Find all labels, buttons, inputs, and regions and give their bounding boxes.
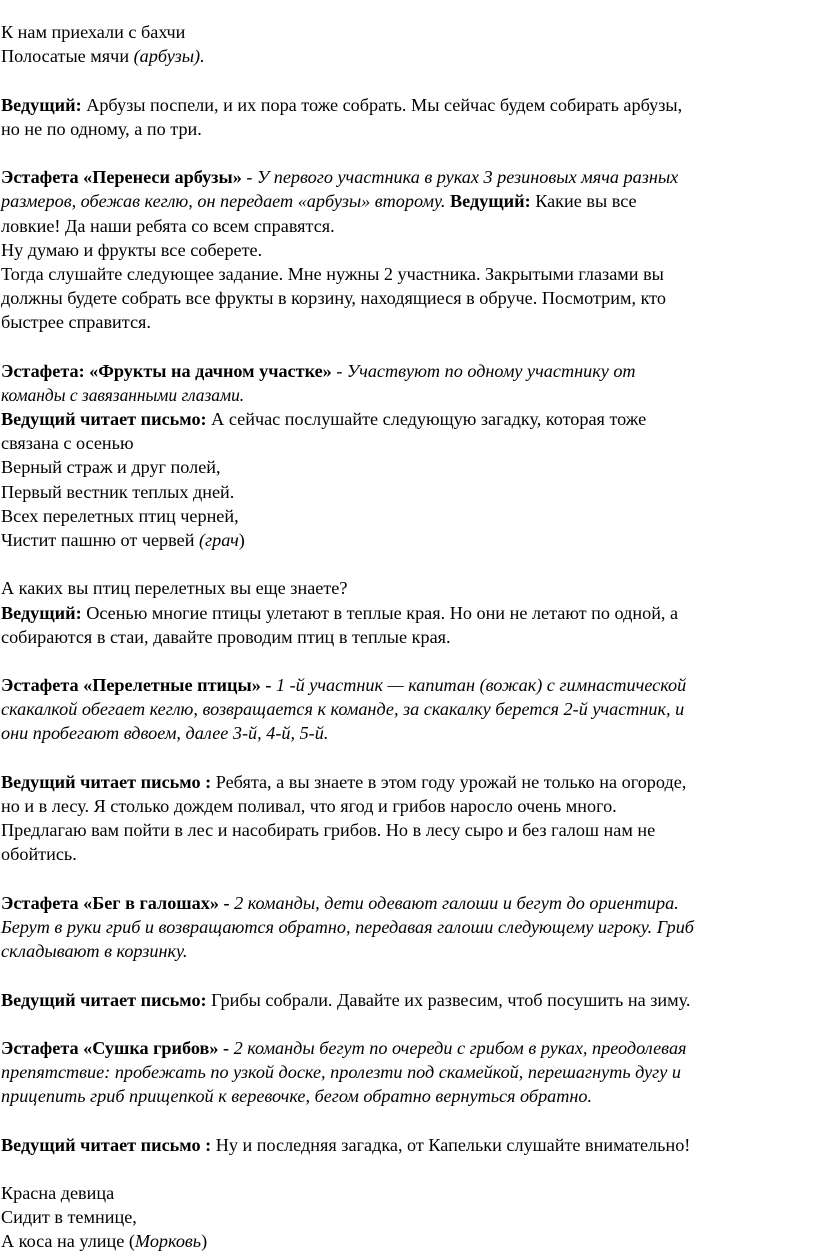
text-line: Ведущий: Арбузы поспели, и их пора тоже собрать. Мы сейчас будем собирать арбузы, bbox=[1, 94, 683, 115]
blank-line bbox=[1, 963, 806, 987]
text-line: Тогда слушайте следующее задание. Мне нужны 2 участника. Закрытыми глазами вы bbox=[1, 263, 664, 284]
text-line: Красна девица bbox=[1, 1183, 115, 1203]
text-line: Сидит в темнице, bbox=[1, 1207, 137, 1228]
blank-line bbox=[1, 141, 806, 165]
blank-line bbox=[1, 1012, 806, 1036]
text-line: ловкие! Да наши ребята со всем справятся. bbox=[1, 215, 335, 236]
text-line: Чистит пашню от червей (грач) bbox=[1, 529, 245, 550]
text-line: К нам приехали с бахчи bbox=[1, 22, 186, 42]
text-line: они пробегают вдвоем, далее 3-й, 4-й, 5-й. bbox=[1, 723, 329, 744]
text-line: должны будете собрать все фрукты в корзину, находящиеся в обруче. Посмотрим, кто bbox=[1, 288, 666, 309]
blank-line bbox=[1, 334, 806, 358]
text-line: складывают в корзинку. bbox=[1, 941, 188, 962]
text-line: Всех перелетных птиц черней, bbox=[1, 505, 239, 526]
text-line: Ведущий читает письмо : Ну и последняя загадка, от Капельки слушайте внимательно! bbox=[1, 1134, 691, 1155]
text-line: команды с завязанными глазами. bbox=[1, 384, 245, 405]
text-line: но и в лесу. Я столько дождем поливал, что ягод и грибов наросло очень много. bbox=[1, 796, 617, 816]
text-line: А каких вы птиц перелетных вы еще знаете? bbox=[1, 578, 348, 599]
blank-line bbox=[1, 1157, 806, 1181]
text-line: Ведущий: Осенью многие птицы улетают в теплые края. Но они не летают по одной, а bbox=[1, 602, 679, 623]
text-line: Эстафета: «Фрукты на дачном участке» - Участвуют по одному участнику от bbox=[1, 360, 636, 381]
text-line: Ведущий читает письмо : Ребята, а вы знаете в этом году урожай не только на огороде, bbox=[1, 771, 687, 792]
text-line: прицепить гриб прищепкой к веревочке, бегом обратно вернуться обратно. bbox=[1, 1086, 593, 1107]
text-line: Ну думаю и фрукты все соберете. bbox=[1, 239, 263, 260]
text-line: но не по одному, а по три. bbox=[1, 118, 202, 139]
blank-line bbox=[1, 552, 806, 576]
text-line: Первый вестник теплых дней. bbox=[1, 481, 235, 502]
blank-line bbox=[1, 649, 806, 673]
text-line: Верный страж и друг полей, bbox=[1, 457, 221, 478]
text-line: Берут в руки гриб и возвращаются обратно, передавая галоши следующему игроку. Гриб bbox=[1, 916, 694, 937]
text-line: Полосатые мячи (арбузы). bbox=[1, 46, 205, 67]
text-line: скакалкой обегает кеглю, возвращается к команде, за скакалку берется 2-й участник, и bbox=[1, 699, 685, 720]
text-line: препятствие: пробежать по узкой доске, пролезти под скамейкой, перешагнуть дугу и bbox=[1, 1062, 681, 1083]
text-line: связана с осенью bbox=[1, 433, 134, 454]
text-line: Ведущий читает письмо: А сейчас послушайте следующую загадку, которая тоже bbox=[1, 409, 647, 429]
text-line: Эстафета «Перенеси арбузы» - У первого участника в руках 3 резиновых мяча разных bbox=[1, 167, 679, 188]
text-line: Ведущий читает письмо: Грибы собрали. Давайте их развесим, чтоб посушить на зиму. bbox=[1, 989, 691, 1010]
text-line: Эстафета «Бег в галошах» - 2 команды, дети одевают галоши и бегут до ориентира. bbox=[1, 892, 679, 913]
text-line: обойтись. bbox=[1, 844, 77, 865]
text-line: размеров, обежав кеглю, он передает «арбузы» второму. Ведущий: Какие вы все bbox=[1, 191, 637, 212]
blank-line bbox=[1, 68, 806, 92]
text-line: А коса на улице (Морковь) bbox=[1, 1231, 208, 1252]
text-line: Эстафета «Сушка грибов» - 2 команды бегут по очереди с грибом в руках, преодолевая bbox=[1, 1037, 687, 1058]
blank-line bbox=[1, 746, 806, 770]
text-line: Эстафета «Перелетные птицы» - 1 -й участник — капитан (вожак) с гимнастической bbox=[1, 675, 687, 696]
text-line: Предлагаю вам пойти в лес и насобирать грибов. Но в лесу сыро и без галош нам не bbox=[1, 820, 656, 841]
blank-line bbox=[1, 867, 806, 891]
text-line: быстрее справится. bbox=[1, 312, 151, 333]
text-line: собираются в стаи, давайте проводим птиц в теплые края. bbox=[1, 626, 451, 647]
blank-line bbox=[1, 1108, 806, 1132]
